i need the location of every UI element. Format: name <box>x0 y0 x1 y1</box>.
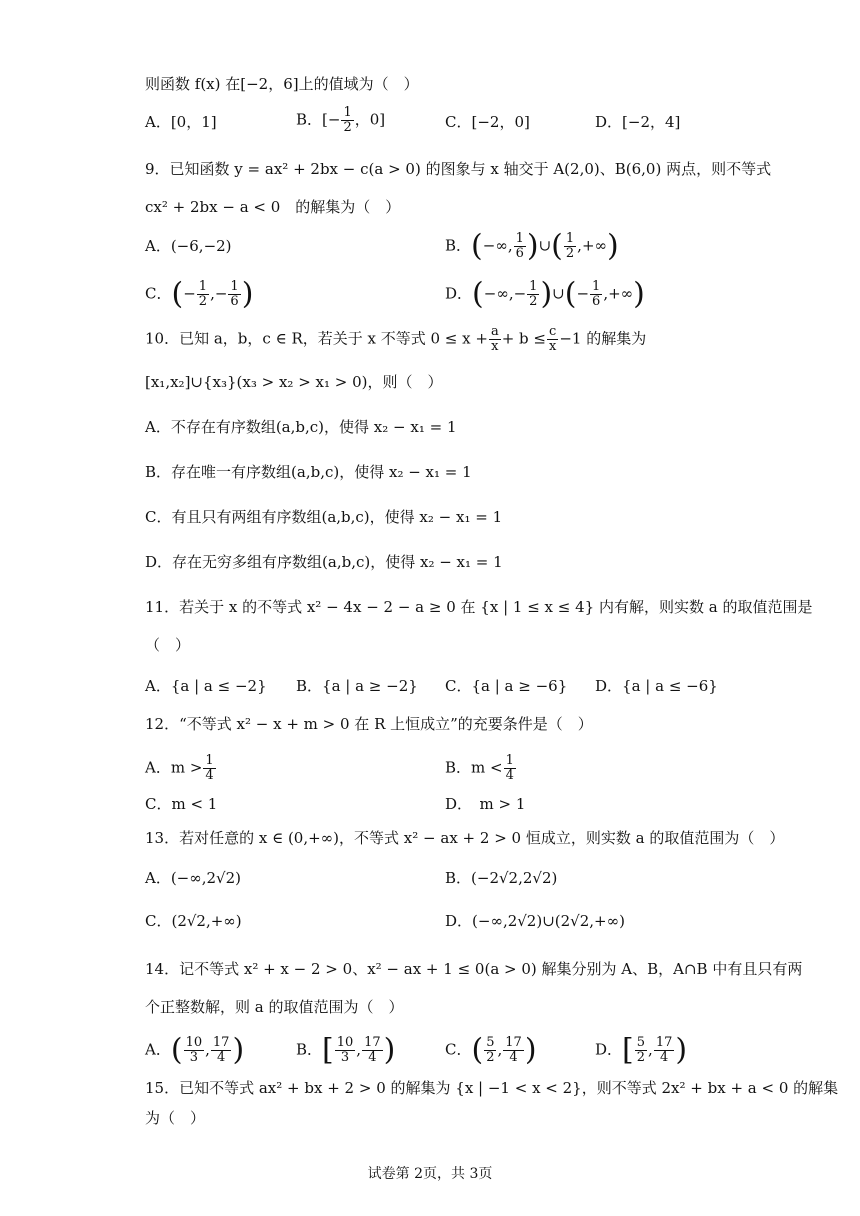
q13-option-a[interactable]: A．(−∞,2√2) <box>145 869 242 887</box>
q8-option-c[interactable]: C．[−2，0] <box>445 113 530 131</box>
q8-option-a[interactable]: A．[0，1] <box>145 113 217 131</box>
q12-option-b[interactable]: B．m < $\frac{1}{4}$ <box>445 753 514 783</box>
q13-option-b[interactable]: B．(−2√2,2√2) <box>445 869 558 887</box>
q13-option-c[interactable]: C．(2√2,+∞) <box>145 912 242 930</box>
q8-option-b[interactable]: B．[− $\frac{1}{2}$ ，0] <box>296 105 386 135</box>
q9-stem-line2: cx² + 2bx − a < 0 的解集为（ ） <box>145 198 401 216</box>
q9-option-b[interactable]: B．(−∞, $\frac{1}{6}$ )∪( $\frac{1}{2}$ ,+∞) <box>445 228 619 264</box>
q8-stem: 则函数 f(x) 在[−2，6]上的值域为（ ） <box>145 75 419 93</box>
q11-option-b[interactable]: B．{a | a ≥ −2} <box>296 677 418 695</box>
q11-option-d[interactable]: D．{a | a ≤ −6} <box>595 677 718 695</box>
q11-stem-line2: （ ） <box>145 636 191 654</box>
q15-stem-line1: 15．已知不等式 ax² + bx + 2 > 0 的解集为 {x | −1 < x < 2}，则不等式 2x² + bx + a < 0 的解集 <box>145 1079 839 1097</box>
q14-stem-line2: 个正整数解，则 a 的取值范围为（ ） <box>145 998 404 1016</box>
q14-option-a[interactable]: A．( $\frac{10}{3}$ , $\frac{17}{4}$ ) <box>145 1032 245 1068</box>
q10-stem-line2: [x₁,x₂]∪{x₃}(x₃ > x₂ > x₁ > 0)，则（ ） <box>145 373 443 391</box>
q12-option-a[interactable]: A．m > $\frac{1}{4}$ <box>145 753 214 783</box>
q12-option-d[interactable]: D． m > 1 <box>445 795 526 813</box>
q10-option-a[interactable]: A．不存在有序数组(a,b,c)，使得 x₂ − x₁ = 1 <box>145 418 457 436</box>
q12-stem: 12．“不等式 x² − x + m > 0 在 R 上恒成立”的充要条件是（ ） <box>145 715 593 733</box>
q11-option-a[interactable]: A．{a | a ≤ −2} <box>145 677 267 695</box>
q14-option-c[interactable]: C．( $\frac{5}{2}$ , $\frac{17}{4}$ ) <box>445 1032 537 1068</box>
q10-option-b[interactable]: B．存在唯一有序数组(a,b,c)，使得 x₂ − x₁ = 1 <box>145 463 472 481</box>
q9-stem-line1: 9．已知函数 y = ax² + 2bx − c(a > 0) 的图象与 x 轴交于 A(2,0)、B(6,0) 两点，则不等式 <box>145 160 772 178</box>
q13-option-d[interactable]: D．(−∞,2√2)∪(2√2,+∞) <box>445 912 625 930</box>
q10-option-d[interactable]: D．存在无穷多组有序数组(a,b,c)，使得 x₂ − x₁ = 1 <box>145 553 503 571</box>
q11-stem-line1: 11．若关于 x 的不等式 x² − 4x − 2 − a ≥ 0 在 {x | 1 ≤ x ≤ 4} 内有解，则实数 a 的取值范围是 <box>145 598 813 616</box>
q14-option-d[interactable]: D．[ $\frac{5}{2}$ , $\frac{17}{4}$ ) <box>595 1032 688 1068</box>
q15-stem-line2: 为（ ） <box>145 1109 206 1127</box>
q13-stem: 13．若对任意的 x ∈ (0,+∞)，不等式 x² − ax + 2 > 0 恒成立，则实数 a 的取值范围为（ ） <box>145 829 785 847</box>
q9-option-a[interactable]: A．(−6,−2) <box>145 237 232 255</box>
q10-option-c[interactable]: C．有且只有两组有序数组(a,b,c)，使得 x₂ − x₁ = 1 <box>145 508 503 526</box>
q14-stem-line1: 14．记不等式 x² + x − 2 > 0、x² − ax + 1 ≤ 0(a > 0) 解集分别为 A、B，A∩B 中有且只有两 <box>145 960 803 978</box>
q8-option-d[interactable]: D．[−2，4] <box>595 113 681 131</box>
q9-option-d[interactable]: D．(−∞,− $\frac{1}{2}$ )∪(− $\frac{1}{6}$ ,+∞) <box>445 276 645 312</box>
q14-option-b[interactable]: B．[ $\frac{10}{3}$ , $\frac{17}{4}$ ) <box>296 1032 396 1068</box>
q11-option-c[interactable]: C．{a | a ≥ −6} <box>445 677 568 695</box>
q9-option-c[interactable]: C．(− $\frac{1}{2}$ ,− $\frac{1}{6}$ ) <box>145 276 254 312</box>
q10-stem-line1: 10．已知 a，b，c ∈ R，若关于 x 不等式 0 ≤ x + $\frac{a}{x}$ + b ≤ $\frac{c}{x}$ −1 的解集为 <box>145 324 647 354</box>
page-footer: 试卷第 2页，共 3页 <box>367 1166 493 1182</box>
q12-option-c[interactable]: C．m < 1 <box>145 795 218 813</box>
